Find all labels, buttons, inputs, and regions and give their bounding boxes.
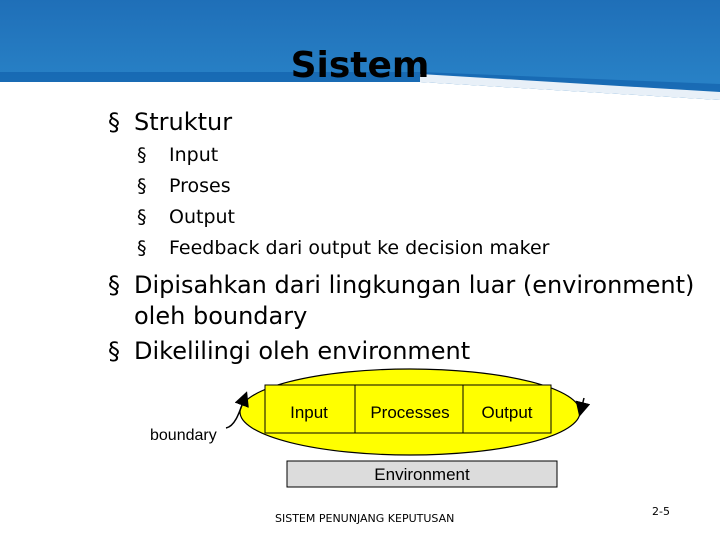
bullet-text: Dipisahkan dari lingkungan luar (environment)	[134, 271, 695, 299]
bullet-marker: §	[137, 175, 147, 197]
bullet-marker: §	[108, 108, 120, 136]
sub-bullet-text: Feedback dari output ke decision maker	[169, 237, 550, 259]
input-label: Input	[290, 403, 328, 422]
right-arrow	[580, 398, 584, 414]
sub-bullet-text: Proses	[169, 175, 231, 197]
bullet-marker: §	[137, 206, 147, 228]
page-number: 2-5	[652, 505, 670, 518]
bullet-text: oleh boundary	[134, 302, 308, 330]
bullet-marker: §	[108, 271, 120, 299]
bullet-text: Struktur	[134, 108, 233, 136]
bullet-marker: §	[137, 144, 147, 166]
slide-title: Sistem	[290, 45, 430, 86]
sub-bullet-text: Input	[169, 144, 219, 166]
sub-bullet-text: Output	[169, 206, 235, 228]
boundary-label: boundary	[150, 427, 217, 444]
bullet-marker: §	[137, 237, 147, 259]
footer-text: SISTEM PENUNJANG KEPUTUSAN	[275, 512, 455, 525]
environment-label: Environment	[374, 465, 470, 484]
processes-label: Processes	[370, 403, 450, 422]
bullet-marker: §	[108, 337, 120, 365]
output-label: Output	[481, 403, 533, 422]
bullet-text: Dikelilingi oleh environment	[134, 337, 471, 365]
